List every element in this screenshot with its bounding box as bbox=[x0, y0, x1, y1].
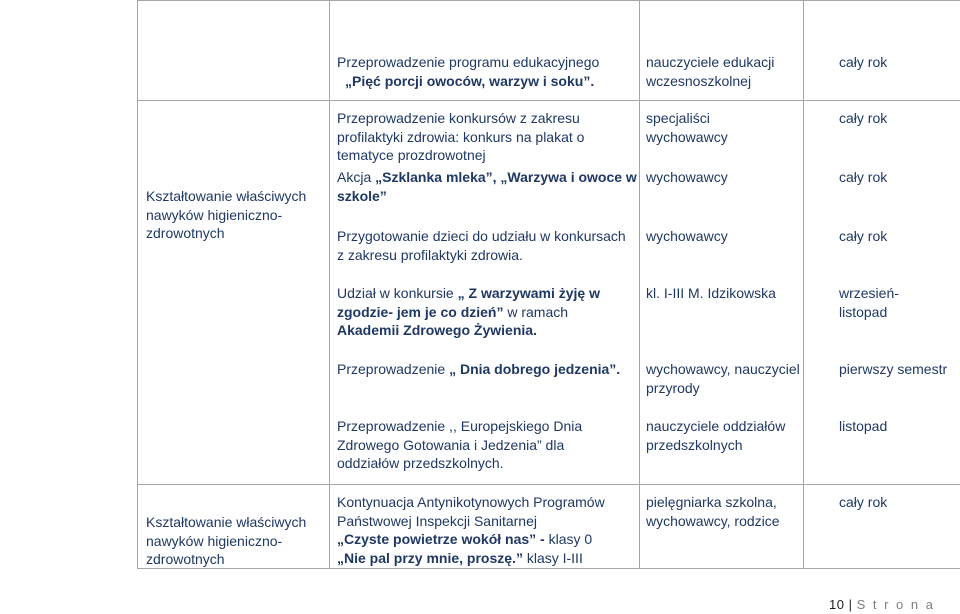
responsible-cell: specjaliści wychowawcy bbox=[646, 110, 728, 145]
row-divider-1 bbox=[137, 100, 960, 101]
task-cell bbox=[337, 360, 632, 379]
task-contest-name: „ Z warzywami żyję w zgodzie- jem je co dzień” bbox=[337, 285, 600, 320]
task-text: Przeprowadzenie bbox=[337, 361, 446, 377]
task-cell bbox=[337, 168, 637, 205]
footer-separator: | bbox=[848, 597, 853, 612]
date-cell: cały rok bbox=[839, 110, 888, 126]
task-cell bbox=[337, 53, 633, 90]
page-footer bbox=[829, 597, 935, 612]
date-cell: pierwszy semestr bbox=[839, 361, 948, 377]
task-day-name: „ Dnia dobrego jedzenia”. bbox=[449, 361, 621, 377]
row-divider-2 bbox=[137, 484, 960, 485]
date-cell: cały rok bbox=[839, 228, 888, 244]
task-text: w ramach bbox=[507, 303, 569, 320]
task-text: Przeprowadzenie programu edukacyjnego bbox=[337, 54, 600, 70]
area-cell: Kształtowanie właściwych nawyków higieniczno-zdrowotnych bbox=[146, 188, 307, 241]
task-class-text: klasy I-III bbox=[526, 549, 583, 566]
column-divider-3 bbox=[803, 0, 804, 569]
task-action-names: „Szklanka mleka”, „Warzywa i owoce w szkole” bbox=[337, 169, 637, 204]
task-academy-name: Akademii Zdrowego Żywienia. bbox=[337, 322, 537, 338]
task-program-name: „Pięć porcji owoców, warzyw i soku”. bbox=[345, 72, 595, 89]
task-class-text: klasy 0 bbox=[548, 531, 593, 547]
task-cell bbox=[337, 284, 627, 340]
responsible-cell: kl. I-III M. Idzikowska bbox=[646, 285, 776, 301]
task-program-name: „Czyste powietrze wokół nas” - bbox=[337, 531, 545, 547]
responsible-cell: nauczyciele edukacji wczesnoszkolnej bbox=[646, 54, 775, 89]
responsible-cell: pielęgniarka szkolna, wychowawcy, rodzice bbox=[646, 494, 780, 529]
task-cell: Przygotowanie dzieci do udziału w konkursach z zakresu profilaktyki zdrowia. bbox=[337, 228, 626, 263]
table-top-border bbox=[137, 0, 960, 1]
date-cell: cały rok bbox=[839, 169, 888, 185]
page-number: 10 bbox=[829, 597, 845, 612]
task-cell: Przeprowadzenie ,, Europejskiego Dnia Zdrowego Gotowania i Jedzenia” dla oddziałów przedszkolnych. bbox=[337, 418, 583, 471]
date-cell: listopad bbox=[839, 418, 888, 434]
column-divider-1 bbox=[329, 0, 330, 569]
task-program-name: „Nie pal przy mnie, proszę.” bbox=[337, 549, 523, 566]
responsible-cell: wychowawcy bbox=[646, 169, 728, 185]
page-label: S t r o n a bbox=[856, 597, 935, 612]
column-divider-2 bbox=[639, 0, 640, 569]
task-text: Udział w konkursie bbox=[337, 285, 454, 301]
task-cell: Przeprowadzenie konkursów z zakresu profilaktyki zdrowia: konkurs na plakat o tematyce prozdrowotnej bbox=[337, 110, 585, 163]
task-text: Kontynuacja Antynikotynowych Programów Państwowej Inspekcji Sanitarnej bbox=[337, 494, 605, 529]
responsible-cell: wychowawcy bbox=[646, 228, 728, 244]
area-cell: Kształtowanie właściwych nawyków higieniczno-zdrowotnych bbox=[146, 514, 307, 567]
column-divider-0 bbox=[137, 0, 138, 569]
responsible-cell: wychowawcy, nauczyciel przyrody bbox=[646, 361, 800, 396]
date-cell: cały rok bbox=[839, 494, 888, 510]
responsible-cell: nauczyciele oddziałów przedszkolnych bbox=[646, 418, 786, 453]
task-cell bbox=[337, 493, 637, 567]
task-text: Akcja bbox=[337, 169, 372, 185]
date-cell: cały rok bbox=[839, 54, 888, 70]
date-cell: wrzesień-listopad bbox=[839, 285, 899, 320]
